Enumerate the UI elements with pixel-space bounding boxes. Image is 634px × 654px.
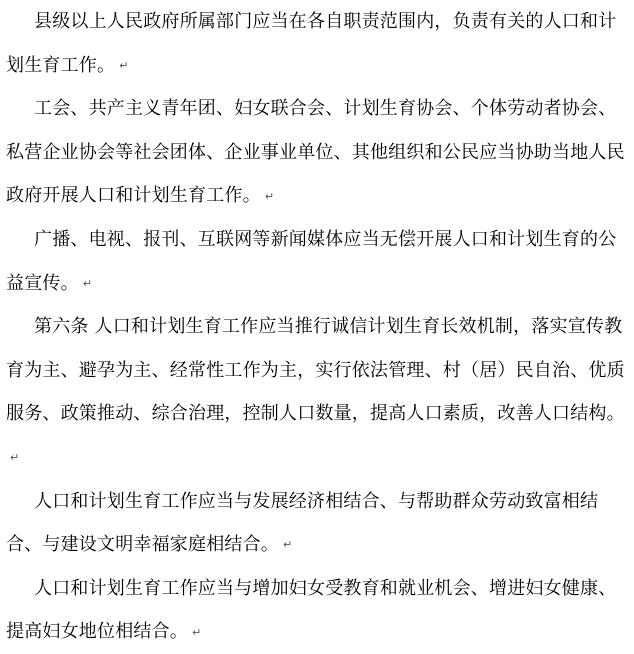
paragraph-text: 人口和计划生育工作应当与发展经济相结合、与帮助群众劳动致富相结合、与建设文明幸福家庭相结合。 (6, 490, 599, 555)
paragraph-text: 第六条 人口和计划生育工作应当推行诚信计划生育长效机制，落实宣传教育为主、避孕为主、经常性工作为主，实行依法管理、村（居）民自治、优质服务、政策推动、综合治理，控制人口数量，提高人口素质，改善人口结构。 (6, 316, 625, 425)
paragraph-5 (6, 480, 630, 567)
paragraph-6 (6, 567, 630, 654)
paragraph-mark-icon: ↵ (192, 625, 202, 639)
paragraph-1 (6, 0, 630, 87)
paragraph-mark-icon: ↵ (82, 276, 93, 290)
paragraph-text: 广播、电视、报刊、互联网等新闻媒体应当无偿开展人口和计划生育的公益宣传。 (6, 229, 617, 294)
paragraph-2 (6, 87, 630, 218)
paragraph-text: 工会、共产主义青年团、妇女联合会、计划生育协会、个体劳动者协会、私营企业协会等社会团体、企业事业单位、其他组织和公民应当协助当地人民政府开展人口和计划生育工作。 (6, 98, 625, 207)
paragraph-mark-icon: ↵ (119, 58, 129, 72)
paragraph-mark-icon: ↵ (264, 189, 275, 203)
paragraph-text: 县级以上人民政府所属部门应当在各自职责范围内，负责有关的人口和计划生育工作。 (6, 11, 617, 76)
paragraph-4 (6, 305, 630, 479)
paragraph-text: 人口和计划生育工作应当与增加妇女受教育和就业机会、增进妇女健康、提高妇女地位相结合。 (6, 577, 617, 643)
document-body (6, 0, 630, 654)
paragraph-mark-icon: ↵ (10, 451, 20, 464)
paragraph-3 (6, 218, 630, 305)
paragraph-mark-icon: ↵ (283, 538, 293, 552)
